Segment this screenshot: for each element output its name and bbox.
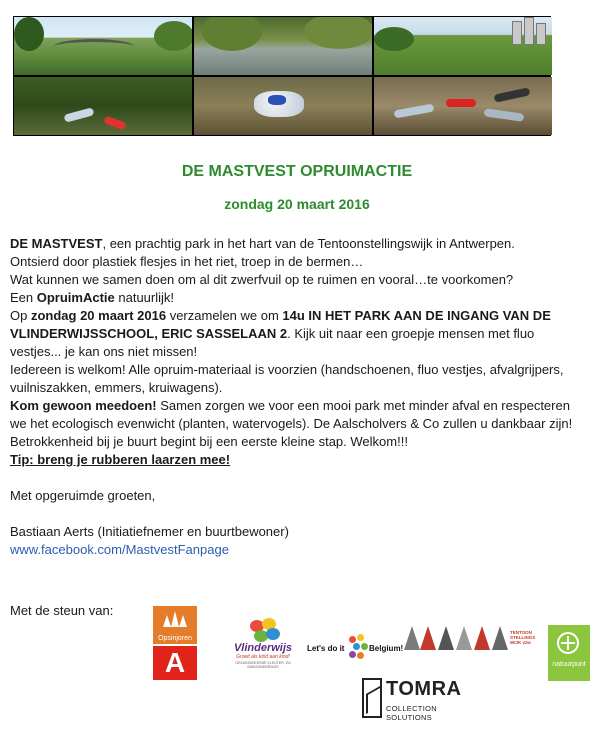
facebook-link[interactable]: www.facebook.com/MastvestFanpage (10, 542, 229, 557)
vlinderwijs-footer: GESUBSIDIEERDE KLEUTER- EN BASISONDERWIJS (235, 661, 291, 669)
engagement-text: Betrokkenheid bij je buurt begint bij een eerste kleine stap. Welkom!!! (10, 434, 408, 449)
antwerpen-a-icon: A (153, 646, 197, 680)
tomra-logo (362, 678, 472, 722)
meeting-mid: verzamelen we om (166, 308, 283, 323)
join-text: Samen zorgen we voor een mooi park met minder afval en respecteren we het ecologisch evenwicht (planten, watervogels). De Aalscholvers & Co zullen u dankbaar zijn! (10, 398, 573, 431)
opsinjoren-name: Opsinjoren (158, 635, 192, 642)
meeting-paragraph (10, 307, 585, 361)
answer-post: natuurlijk! (114, 290, 175, 305)
natuurpunt-logo (548, 625, 590, 681)
opruimactie-label: OpruimActie (36, 290, 115, 305)
photo-park-bridge (14, 17, 192, 75)
vlinderwijs-name: Vlinderwijs (233, 642, 293, 654)
tomra-name: TOMRA (386, 678, 462, 700)
greeting-text: Met opgeruimde groeten, (10, 488, 156, 503)
photo-banner (13, 16, 551, 136)
photo-lawn-towers (374, 17, 552, 75)
intro-paragraph (10, 235, 585, 253)
intro-text: , een prachtig park in het hart van de Tentoonstellingswijk in Antwerpen. (102, 236, 515, 251)
tomra-mark-icon (362, 678, 382, 718)
vlinderwijs-logo (224, 616, 302, 668)
meeting-post: . Kijk uit naar een groepje mensen met fluo vestjes... je kan ons niet missen! (10, 326, 535, 359)
vlinderwijs-tagline: Groeit als kind aan kind! (236, 654, 290, 660)
letsdoit-country: Belgium! (369, 644, 404, 653)
page-title: DE MASTVEST OPRUIMACTIE (181, 163, 413, 180)
join-heading: Kom gewoon meedoen! (10, 398, 157, 413)
answer-paragraph (10, 289, 585, 307)
problem-text: Ontsierd door plastiek flesjes in het riet, troep in de bermen… (10, 254, 364, 269)
photo-plastic-bag (194, 77, 372, 135)
meeting-location: 14u IN HET PARK AAN DE INGANG VAN DE VLINDERWIJSSCHOOL, ERIC SASSELAAN 2 (10, 308, 551, 341)
tentoonstellingswijk-label: TENTOON STELLINGS WIJK vzw (510, 630, 536, 645)
tentoonstellingswijk-logo (404, 624, 536, 654)
meeting-date: zondag 20 maart 2016 (30, 308, 167, 323)
question-text: Wat kunnen we samen doen om al dit zwerfvuil op te ruimen en vooral…te voorkomen? (10, 272, 514, 287)
join-paragraph (10, 397, 585, 433)
tomra-subtitle: COLLECTION SOLUTIONS (386, 704, 437, 722)
meeting-pre: Op (10, 308, 31, 323)
park-name: DE MASTVEST (10, 236, 103, 251)
signature-text: Bastiaan Aerts (Initiatiefnemer en buurtbewoner) (10, 524, 289, 539)
natuurpunt-name: natuurpunt (552, 661, 586, 668)
photo-bottle-reeds (14, 77, 192, 135)
announcement-body (10, 235, 585, 559)
photo-collected-bottles (374, 77, 552, 135)
letsdoit-text: Let's do it (307, 644, 345, 653)
event-date: zondag 20 maart 2016 (224, 196, 370, 212)
tip-text: Tip: breng je rubberen laarzen mee! (10, 452, 231, 467)
natuurpunt-icon (557, 632, 579, 654)
photo-pond-willow (194, 17, 372, 75)
welcome-text: Iedereen is welkom! Alle opruim-materiaal is voorzien (handschoenen, fluo vestjes, afvalgrijpers, vuilniszakken, emmers, kruiwagens). (10, 362, 564, 395)
sponsors-label: Met de steun van: (10, 603, 114, 618)
answer-pre: Een (10, 290, 37, 305)
opsinjoren-logo (153, 606, 197, 680)
letsdoit-logo (307, 634, 404, 662)
